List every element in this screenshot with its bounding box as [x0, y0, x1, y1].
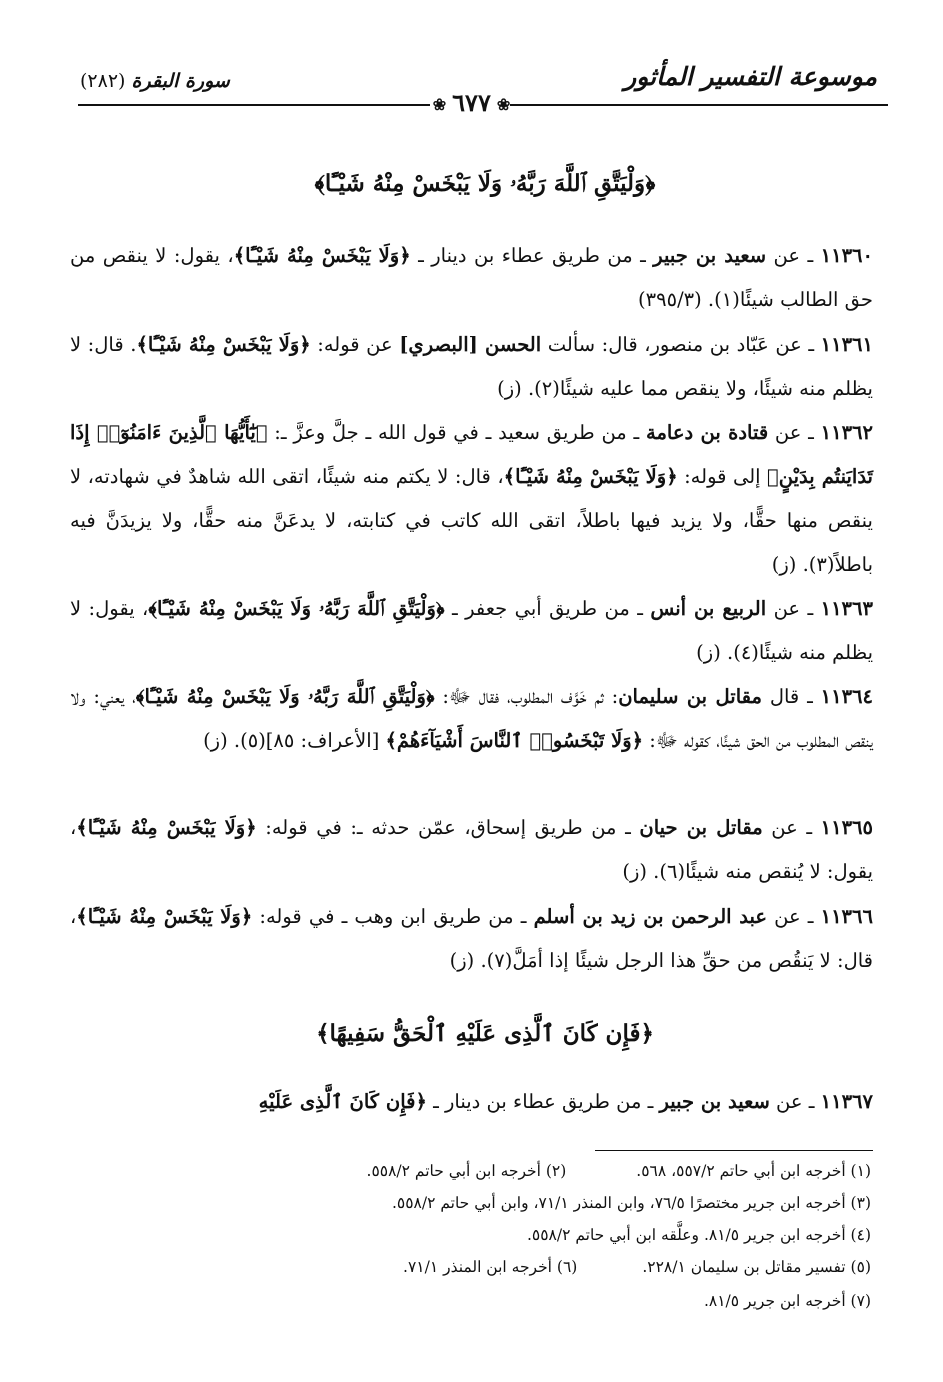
- entry-number: ١١٣٦٤: [820, 685, 873, 708]
- footnote-row: [71, 1162, 871, 1180]
- footnote-row: [71, 1292, 871, 1310]
- quran-quote: ﴿وَلْيَتَّقِ ٱللَّهَ رَبَّهُۥ وَلَا يَبْخَسْ مِنْهُ شَيْـًٔا﴾: [135, 685, 435, 708]
- quran-quote: ﴿يَٰٓأَيُّهَا ٱلَّذِينَ ءَامَنُوٓا۟ إِذَا تَدَايَنتُم بِدَيْنٍ﴾: [70, 421, 873, 488]
- entry-text: ، يقول: لا ينقص من حق الطالب شيئًا(١). (٣٩٥/٣): [70, 244, 873, 311]
- entry-paragraph: [70, 806, 873, 894]
- ornament-icon: ❀: [432, 95, 447, 114]
- entry-text: ـ قال: [761, 685, 821, 708]
- entry-text: إلى قوله:: [677, 465, 768, 488]
- page-number: ٦٧٧: [452, 88, 491, 117]
- book-title: موسوعة التفسير المأثور: [624, 62, 877, 91]
- entry-text: ـ عن عَبّاد بن منصور، قال: سألت: [541, 333, 821, 356]
- entry-number: ١١٣٦٠: [820, 244, 874, 267]
- entry-text: ، يقول: لا يُنقص منه شيئًا(٦). (ز): [70, 816, 873, 883]
- ornament-icon: ❀: [496, 95, 511, 114]
- entry-text: ـ من طريق سعيد ـ في قول الله ـ جلَّ وعزَّ ـ:: [267, 421, 646, 444]
- entry-paragraph: [70, 411, 873, 587]
- footnote-row: [71, 1226, 871, 1244]
- entry-paragraph: [70, 675, 873, 763]
- quran-quote: ﴿وَلَا يَبْخَسْ مِنْهُ شَيْـًٔا﴾: [76, 905, 253, 928]
- entry-text: ، يقول: لا يظلم منه شيئًا(٤). (ز): [70, 597, 873, 664]
- entry-number: ١١٣٦١: [820, 333, 873, 356]
- entry-text: ـ من طريق أبي جعفر ـ: [444, 597, 651, 620]
- entry-text: عن قوله:: [310, 333, 400, 356]
- quran-quote: ﴿وَلَا يَبْخَسْ مِنْهُ شَيْـًٔا﴾: [136, 333, 311, 356]
- footnote: (٣) أخرجه ابن جرير مختصرًا ٧٦/٥، وابن المنذر ٧١/١، وابن أبي حاتم ٥٥٨/٢.: [391, 1194, 871, 1212]
- narrator-name: عبد الرحمن بن زيد بن أسلم: [533, 905, 768, 928]
- quran-quote: ﴿وَلَا تَبْخَسُوا۟ ٱلنَّاسَ أَشْيَآءَهُمْ﴾: [385, 729, 644, 752]
- quran-quote: ﴿وَلَا يَبْخَسْ مِنْهُ شَيْـًٔا﴾: [76, 816, 257, 839]
- entry-text: ـ عن: [768, 421, 821, 444]
- entry-text: ، قال: لا يَنقُص من حقِّ هذا الرجل شيئًا إذا أمَلَّ(٧). (ز): [70, 905, 873, 972]
- footnote-row: [71, 1194, 871, 1212]
- entry-text: ، يعني: ولا ينقص المطلوب من الحق شيئًا، كقوله ﷻ:: [70, 685, 873, 752]
- footnote: (٤) أخرجه ابن جرير ٨١/٥. وعلَّقه ابن أبي حاتم ٥٥٨/٢.: [526, 1226, 871, 1244]
- sura-name: سورة البقرة: [131, 70, 230, 92]
- verse-heading: ﴿فَإِن كَانَ ٱلَّذِى عَلَيْهِ ٱلْحَقُّ سَفِيهًا﴾: [316, 1020, 654, 1047]
- narrator-name: مقاتل بن حيان: [639, 816, 763, 839]
- entry-text: ـ عن: [762, 816, 821, 839]
- entry-number: ١١٣٦٧: [820, 1090, 873, 1113]
- entry-text: ـ عن: [766, 597, 821, 620]
- entry-paragraph: [70, 234, 873, 322]
- footnote: (٦) أخرجه ابن المنذر ٧١/١.: [403, 1258, 578, 1276]
- entry-text: ـ من طريق إسحاق، عمّن حدثه ـ: في قوله:: [256, 816, 640, 839]
- entry-number: ١١٣٦٢: [820, 421, 874, 444]
- footnote-divider: [595, 1150, 873, 1151]
- entry-text: ـ من طريق ابن وهب ـ في قوله:: [252, 905, 534, 928]
- narrator-name: قتادة بن دعامة: [645, 421, 769, 444]
- entry-paragraph: [70, 587, 873, 675]
- entry-text: [الأعراف: ٨٥](٥). (ز): [203, 729, 386, 752]
- entry-paragraph: [70, 895, 873, 983]
- narrator-name: سعيد بن جبير: [659, 1090, 770, 1113]
- entry-text: ـ عن: [767, 905, 821, 928]
- entry-text: ـ من طريق عطاء بن دينار ـ: [426, 1090, 660, 1113]
- entry-number: ١١٣٦٦: [820, 905, 873, 928]
- verse-heading: ﴿وَلْيَتَّقِ ٱللَّهَ رَبَّهُۥ وَلَا يَبْخَسْ مِنْهُ شَيْـًٔا﴾: [314, 170, 656, 197]
- entry-paragraph: [70, 323, 873, 411]
- footnote: (٧) أخرجه ابن جرير ٨١/٥.: [703, 1292, 871, 1310]
- narrator-name: الحسن [البصري]: [399, 333, 542, 356]
- entry-text: ، قال: لا يكتم منه شيئًا، اتقى الله شاهدٌ في شهادته، لا ينقص منها حقًّا، ولا يزيد فيها باطلاً، اتقى الله كاتب في كتابته، لا يدعَنَّ منه حقًّا، ولا يزيدَنَّ فيه باطلاً(٣). (ز): [70, 465, 873, 576]
- footnote: (٥) تفسير مقاتل بن سليمان ٢٢٨/١.: [642, 1258, 871, 1276]
- footnote-row: [71, 1258, 871, 1276]
- entry-number: ١١٣٦٣: [820, 597, 873, 620]
- verse-number: (٢٨٢): [80, 70, 126, 92]
- quran-quote: ﴿وَلَا يَبْخَسْ مِنْهُ شَيْـًٔا﴾: [233, 244, 411, 267]
- entry-text: ـ عن: [766, 244, 821, 267]
- footnote: (١) أخرجه ابن أبي حاتم ٥٥٧/٢، ٥٦٨.: [636, 1162, 871, 1180]
- footnote: (٢) أخرجه ابن أبي حاتم ٥٥٨/٢.: [366, 1162, 567, 1180]
- quran-quote: ﴿فَإِن كَانَ ٱلَّذِى عَلَيْهِ: [258, 1090, 427, 1113]
- entry-text: : ثم خَوَّف المطلوب، فقال ﷻ:: [434, 685, 619, 708]
- entry-text: ـ عن: [769, 1090, 821, 1113]
- quran-quote: ﴿وَلَا يَبْخَسْ مِنْهُ شَيْـًٔا﴾: [503, 465, 678, 488]
- entry-text: ـ من طريق عطاء بن دينار ـ: [410, 244, 654, 267]
- narrator-name: مقاتل بن سليمان: [618, 685, 762, 708]
- entry-number: ١١٣٦٥: [820, 816, 873, 839]
- quran-quote: ﴿وَلْيَتَّقِ ٱللَّهَ رَبَّهُۥ وَلَا يَبْخَسْ مِنْهُ شَيْـًٔا﴾: [148, 597, 445, 620]
- narrator-name: سعيد بن جبير: [653, 244, 767, 267]
- page-number-block: [0, 88, 943, 117]
- entry-text: . قال: لا يظلم منه شيئًا، ولا ينقص مما عليه شيئًا(٢). (ز): [70, 333, 873, 400]
- narrator-name: الربيع بن أنس: [650, 597, 767, 620]
- entry-paragraph: [70, 1080, 873, 1124]
